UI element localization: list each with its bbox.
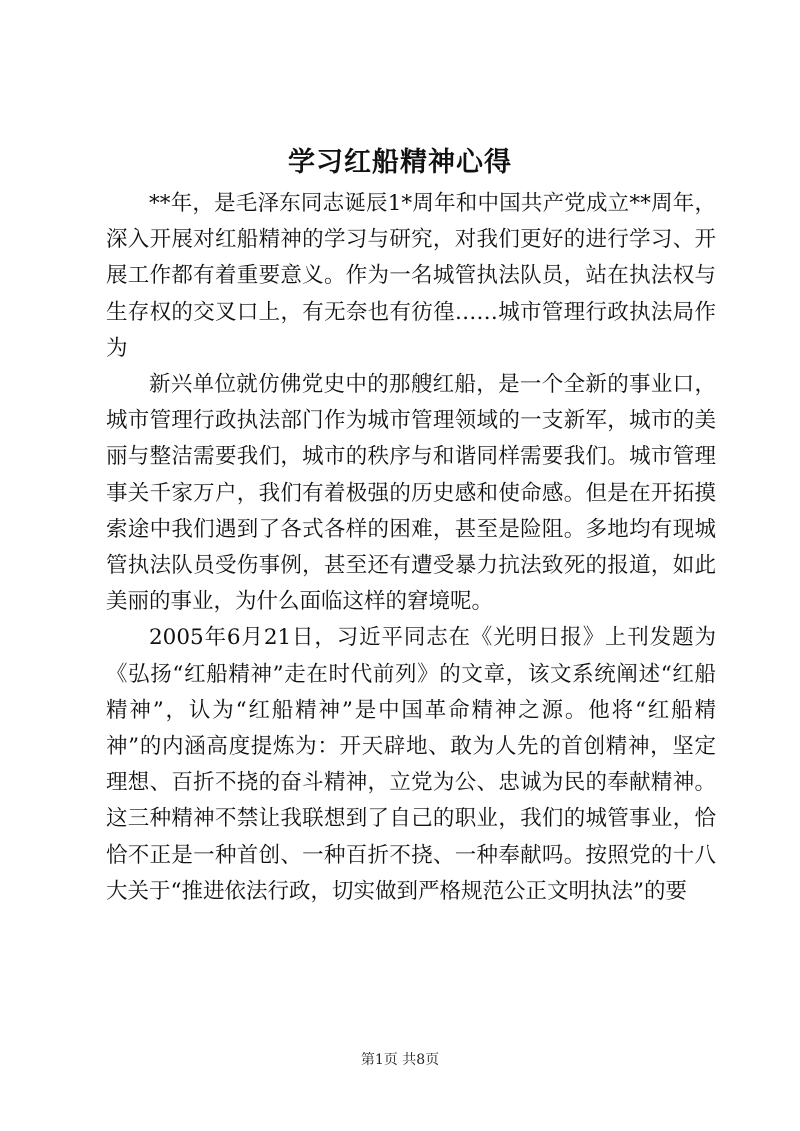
paragraph-1: **年，是毛泽东同志诞辰1*周年和中国共产党成立**周年，深入开展对红船精神的学习与研究，对我们更好的进行学习、开展工作都有着重要意义。作为一名城管执法队员，站在执法权与生存权的交叉口上，有无奈也有彷徨……城市管理行政执法局作为 — [106, 191, 716, 361]
document-title: 学习红船精神心得 — [288, 147, 512, 178]
document-body — [106, 186, 716, 910]
paragraph-3: 2005年6月21日，习近平同志在《光明日报》上刊发题为《弘扬“红船精神”走在时代前列》的文章，该文系统阐述“红船精神”，认为“红船精神”是中国革命精神之源。他将“红船精神”的内涵高度提炼为：开天辟地、敢为人先的首创精神，坚定理想、百折不挠的奋斗精神，立党为公、忠诚为民的奉献精神。这三种精神不禁让我联想到了自己的职业，我们的城管事业，恰恰不正是一种首创、一种百折不挠、一种奉献吗。按照党的十八大关于“推进依法行政，切实做到严格规范公正文明执法”的要 — [106, 625, 716, 904]
paragraph-2: 新兴单位就仿佛党史中的那艘红船，是一个全新的事业口，城市管理行政执法部门作为城市管理领域的一支新军，城市的美丽与整洁需要我们，城市的秩序与和谐同样需要我们。城市管理事关千家万户，我们有着极强的历史感和使命感。但是在开拓摸索途中我们遇到了各式各样的困难，甚至是险阻。多地均有现城管执法队员受伤事例，甚至还有遭受暴力抗法致死的报道，如此美丽的事业，为什么面临这样的窘境呢。 — [106, 372, 716, 615]
page-number-footer: 第1页 共8页 — [360, 1052, 440, 1068]
